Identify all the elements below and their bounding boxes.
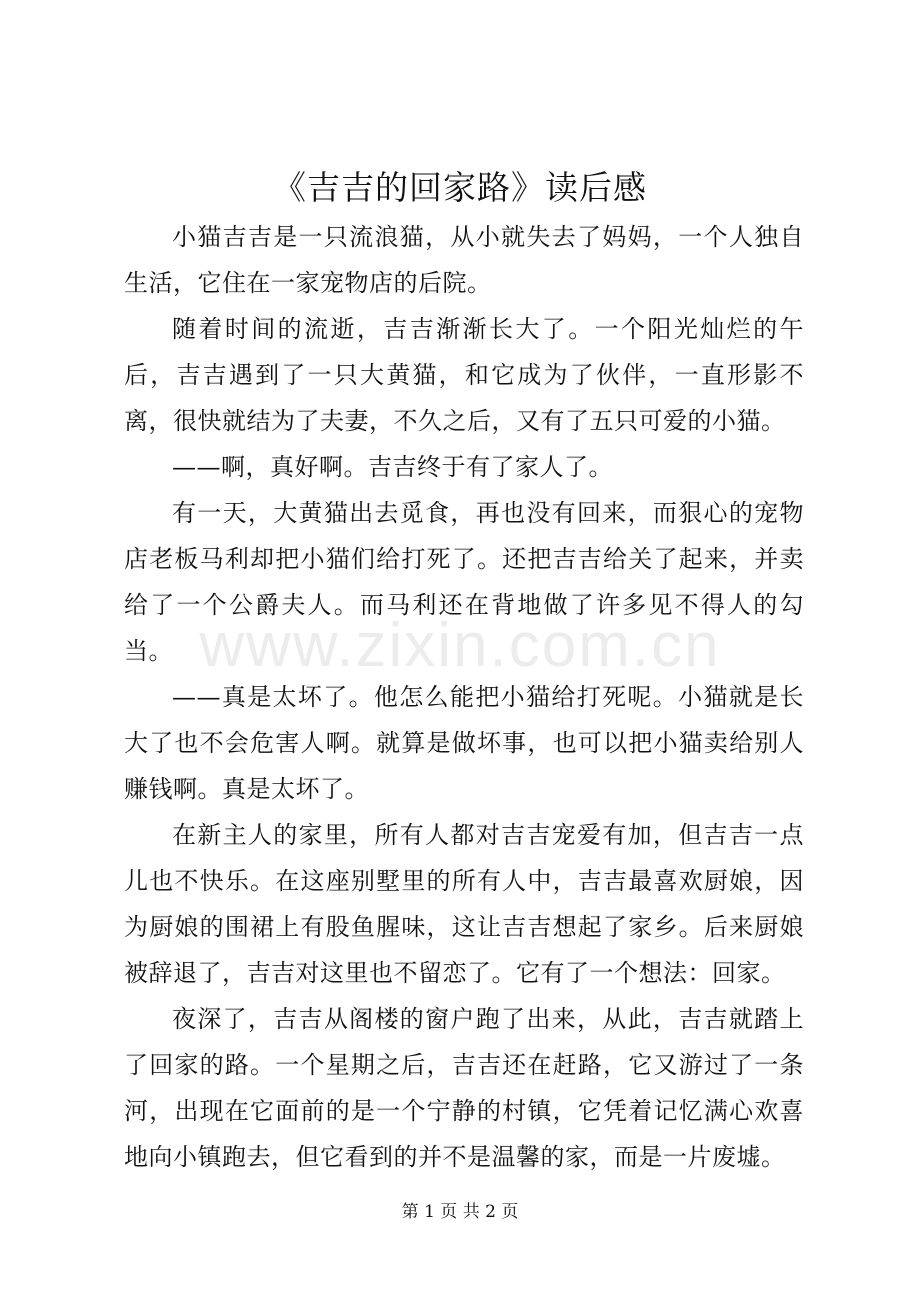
paragraph-2: 随着时间的流逝，吉吉渐渐长大了。一个阳光灿烂的午后，吉吉遇到了一只大黄猫，和它成为了伙伴，一直形影不离，很快就结为了夫妻，不久之后，又有了五只可爱的小猫。 — [124, 315, 804, 435]
document-title: 《吉吉的回家路》读后感 — [273, 168, 647, 207]
paragraph-7: 夜深了，吉吉从阁楼的窗户跑了出来，从此，吉吉就踏上了回家的路。一个星期之后，吉吉还在赶路，它又游过了一条河，出现在它面前的是一个宁静的村镇，它凭着记忆满心欢喜地向小镇跑去，但它看到的并不是温馨的家，而是一片废墟。 — [124, 1005, 804, 1171]
paragraph-6: 在新主人的家里，所有人都对吉吉宠爱有加，但吉吉一点儿也不快乐。在这座别墅里的所有人中，吉吉最喜欢厨娘，因为厨娘的围裙上有股鱼腥味，这让吉吉想起了家乡。后来厨娘被辞退了，吉吉对这里也不留恋了。它有了一个想法：回家。 — [124, 821, 804, 987]
paragraph-3: ——啊，真好啊。吉吉终于有了家人了。 — [172, 453, 613, 481]
page-footer: 第 1 页 共 2 页 — [401, 1202, 519, 1222]
paragraph-4: 有一天，大黄猫出去觅食，再也没有回来，而狠心的宠物店老板马利却把小猫们给打死了。还把吉吉给关了起来，并卖给了一个公爵夫人。而马利还在背地做了许多见不得人的勾当。 — [124, 499, 804, 665]
watermark: www.zixin.com.cn — [199, 611, 721, 680]
paragraph-5: ——真是太坏了。他怎么能把小猫给打死呢。小猫就是长大了也不会危害人啊。就算是做坏事，也可以把小猫卖给别人赚钱啊。真是太坏了。 — [124, 683, 804, 803]
document-body — [124, 214, 804, 1180]
paragraph-1: 小猫吉吉是一只流浪猫，从小就失去了妈妈，一个人独自生活，它住在一家宠物店的后院。 — [124, 223, 804, 297]
